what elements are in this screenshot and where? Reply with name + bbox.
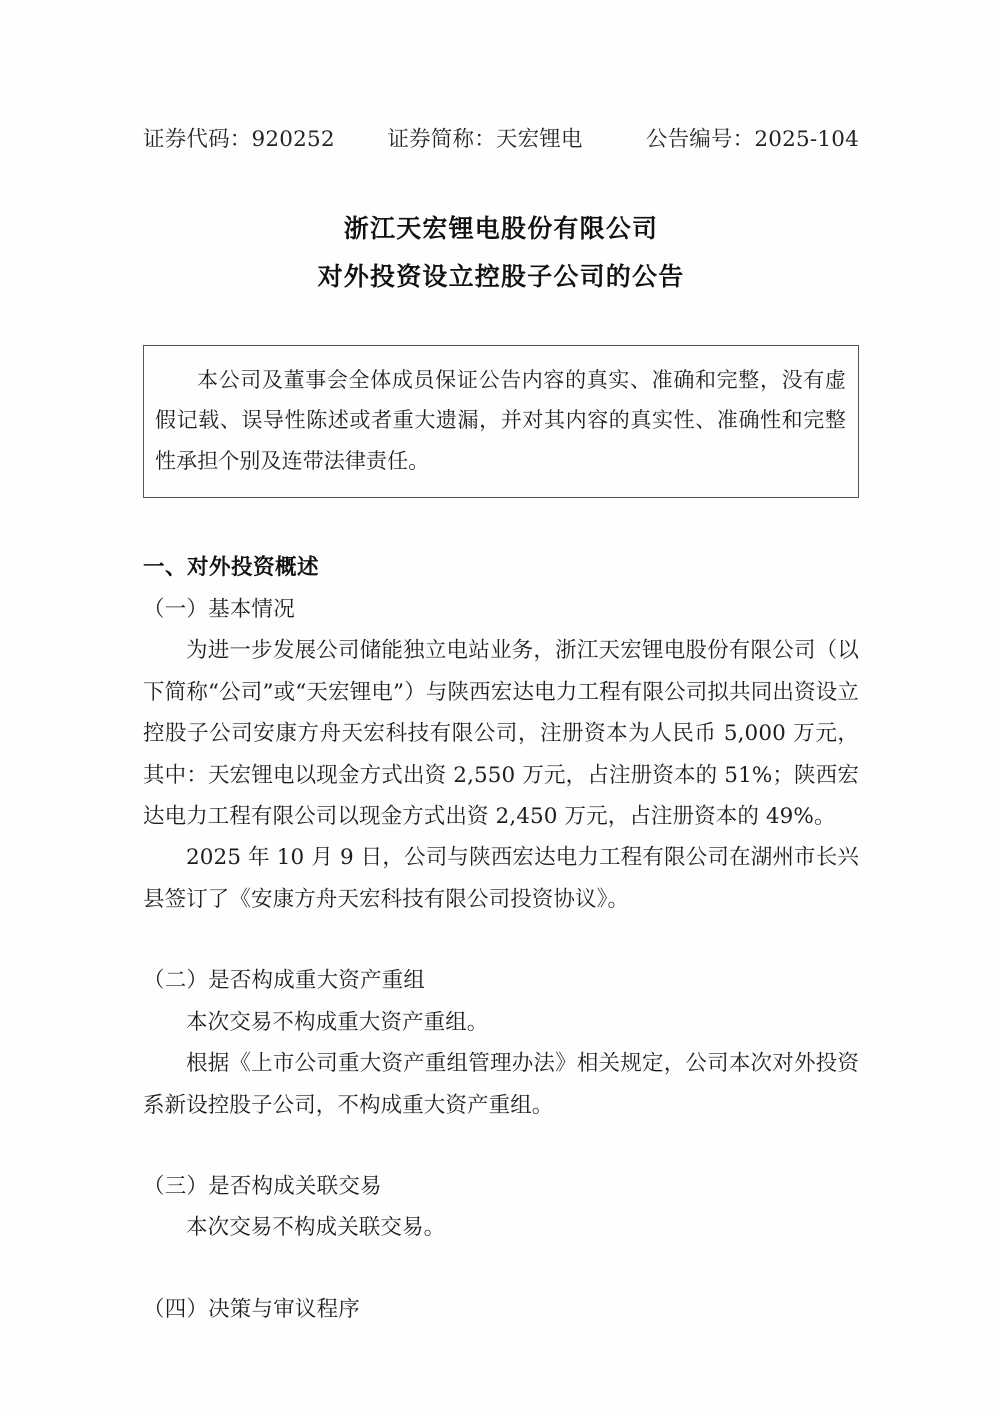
paragraph-restructuring-basis: 根据《上市公司重大资产重组管理办法》相关规定，公司本次对外投资系新设控股子公司，不构成重大资产重组。 xyxy=(143,1051,859,1118)
announcement-subject-title: 对外投资设立控股子公司的公告 xyxy=(317,262,685,291)
subsection-heading-basic-info: （一）基本情况 xyxy=(143,596,295,622)
section-heading-overview: 一、对外投资概述 xyxy=(143,554,320,580)
company-name-title: 浙江天宏锂电股份有限公司 xyxy=(343,214,659,243)
security-code: 证券代码：920252 xyxy=(143,127,335,152)
security-abbreviation: 证券简称：天宏锂电 xyxy=(387,127,583,152)
subsection-heading-decision-procedure: （四）决策与审议程序 xyxy=(143,1296,361,1322)
subsection-heading-major-asset-restructuring: （二）是否构成重大资产重组 xyxy=(143,968,426,994)
announcement-number: 公告编号：2025-104 xyxy=(645,127,859,152)
paragraph-related-party-conclusion: 本次交易不构成关联交易。 xyxy=(186,1215,446,1241)
disclaimer-box xyxy=(143,345,859,498)
document-header-row xyxy=(143,0,859,153)
paragraph-basic-info-details: 为进一步发展公司储能独立电站业务，浙江天宏锂电股份有限公司（以下简称“公司”或“天宏锂电”）与陕西宏达电力工程有限公司拟共同出资设立控股子公司安康方舟天宏科技有限公司，注册资本为人民币 5,000 万元，其中：天宏锂电以现金方式出资 2,550 万元，占注册资本的 51%；陕西宏达电力工程有限公司以现金方式出资 2,450 万元，占注册资本的 49%。 xyxy=(143,638,859,829)
page-title xyxy=(143,205,859,301)
paragraph-restructuring-conclusion: 本次交易不构成重大资产重组。 xyxy=(186,1009,489,1035)
paragraph-agreement-signing: 2025 年 10 月 9 日，公司与陕西宏达电力工程有限公司在湖州市长兴县签订了《安康方舟天宏科技有限公司投资协议》。 xyxy=(143,845,859,912)
subsection-heading-related-party-transaction: （三）是否构成关联交易 xyxy=(143,1174,382,1200)
document-content xyxy=(143,0,859,1330)
disclaimer-text: 本公司及董事会全体成员保证公告内容的真实、准确和完整，没有虚假记载、误导性陈述或者重大遗漏，并对其内容的真实性、准确性和完整性承担个别及连带法律责任。 xyxy=(155,368,846,473)
